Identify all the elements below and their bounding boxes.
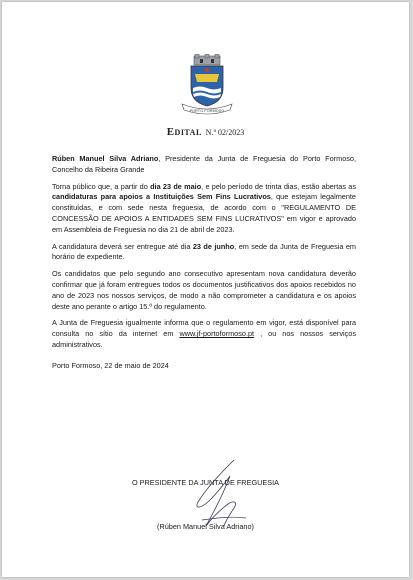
website-link[interactable]: www.jf-portoformoso.pt (179, 329, 255, 339)
paragraph-deadline: A candidatura deverá ser entregue até dia 23 de junho, em sede da Junta de Freguesia em horário de expediente. (52, 241, 356, 262)
document-title (2, 122, 409, 140)
signature-title: O PRESIDENTE DA JUNTA DE FREGUESIA (131, 478, 280, 487)
crest-scroll-label: PORTO FORMOSO (189, 109, 225, 113)
paragraph-announcement: Torna público que, a partir do dia 23 de maio, e pelo período de trinta dias, estão abertas as candidaturas para apoios a Instituições Sem Fins Lucrativos, que estejam legalmente constituídas, e com sede nesta freguesia, de acordo com o "REGULAMENTO DE CONCESSÃO DE APOIOS A ENTIDADES SEM FINS LUCRATIVOS" em vigor e aprovado em Assembleia de Freguesia no dia 21 de abril de 2023. (52, 181, 356, 234)
edital-number: N.º 02/2023 (205, 128, 245, 137)
paragraph-intro: Rúben Manuel Silva Adriano, Presidente da Junta de Freguesia do Porto Formoso, Concelho da Ribeira Grande (52, 154, 356, 174)
place-and-date: Porto Formoso, 22 de maio de 2024 (52, 360, 169, 370)
signatory-name: (Rúben Manuel Silva Adriano) (157, 522, 254, 531)
opening-date: dia 23 de maio (150, 181, 202, 191)
document-body (52, 154, 356, 378)
paragraph-returning-candidates: Os candidatos que pelo segundo ano consecutivo apresentam nova candidatura deverão confirmar que já foram entregues todos os documentos justificativos dos apoios recebidos no ano de 2023 nos nossos serviços, de modo a não comprometer a candidatura e os apoios deste ano perante o artigo 15.º do regulamento. (52, 269, 356, 311)
president-name: Rúben Manuel Silva Adriano (52, 154, 159, 163)
deadline-date: 23 de junho (192, 241, 235, 251)
paragraph-regulation: A Junta de Freguesia igualmente informa que o regulamento em vigor, está disponível para consulta no sítio da internet em www.jf-portoformoso.pt , ou nos nossos serviços administrativos. (52, 318, 356, 349)
edital-label: Edital (166, 126, 202, 138)
document-page (2, 2, 409, 577)
application-subject: candidaturas para apoios a Instituições Sem Fins Lucrativos (52, 192, 271, 202)
